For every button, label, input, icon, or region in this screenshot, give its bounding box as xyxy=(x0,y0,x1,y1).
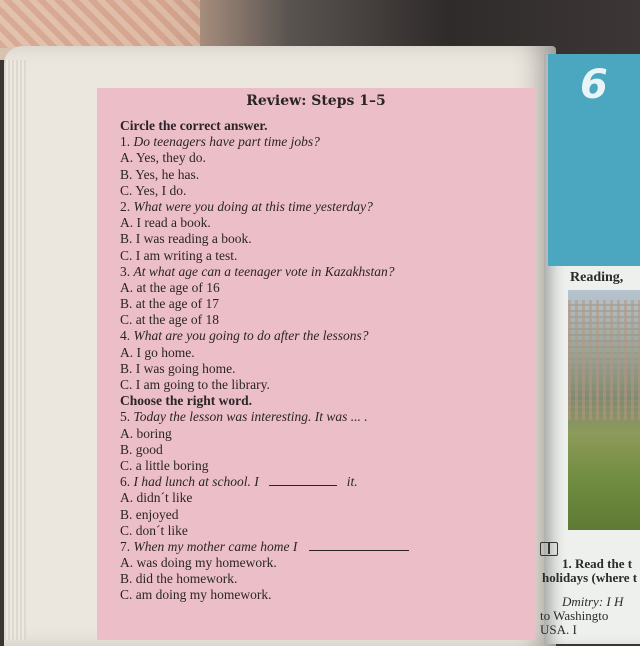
dialog-line-1: Dmitry: I H xyxy=(562,594,624,609)
question-number: 6. xyxy=(120,474,134,490)
question-text: When my mother came home I xyxy=(133,538,298,554)
question-text: What are you going to do after the lessons? xyxy=(133,328,369,344)
question-number: 7. xyxy=(120,538,134,554)
question-line xyxy=(120,199,520,215)
answer-option-line: C. am doing my homework. xyxy=(120,587,272,603)
question-text: At what age can a teenager vote in Kazakhstan? xyxy=(133,263,395,279)
reading-heading: Reading, xyxy=(570,270,624,285)
answer-option-line: B. good xyxy=(120,441,163,457)
question-number: 3. xyxy=(120,263,134,279)
task-line-1: 1. Read the t xyxy=(562,556,633,571)
answer-option-line: B. at the age of 17 xyxy=(120,296,219,312)
answer-option-line: C. a little boring xyxy=(120,457,209,473)
answer-option-line: C. I am writing a test. xyxy=(120,247,238,263)
review-content xyxy=(120,118,520,604)
review-title: Review: Steps 1–5 xyxy=(246,93,386,109)
task-line-2: holidays (where t xyxy=(542,570,638,585)
unit-number: 6 xyxy=(580,62,608,108)
question-text: Do teenagers have part time jobs? xyxy=(133,134,320,150)
answer-option-line: B. Yes, he has. xyxy=(120,166,200,182)
answer-option-line: C. at the age of 18 xyxy=(120,312,219,328)
question-text-end: it. xyxy=(346,474,358,490)
question-text: I had lunch at school. I xyxy=(133,474,259,490)
question-text: Today the lesson was interesting. It was ... . xyxy=(133,409,368,425)
question-number: 2. xyxy=(120,198,134,214)
question-line xyxy=(120,539,520,555)
city-photo-buildings xyxy=(568,300,640,420)
question-line xyxy=(120,134,520,150)
page-edge xyxy=(4,60,26,640)
answer-option-line: B. enjoyed xyxy=(120,506,179,522)
answer-option-line: B. I was going home. xyxy=(120,360,236,376)
answer-option-line: C. don´t like xyxy=(120,522,188,538)
answer-option-line: A. I read a book. xyxy=(120,215,211,231)
answer-option-line: A. was doing my homework. xyxy=(120,555,277,571)
answer-option-line: B. did the homework. xyxy=(120,571,238,587)
instruction-line: Choose the right word. xyxy=(120,393,252,409)
question-line xyxy=(120,264,520,280)
answer-option-line: C. Yes, I do. xyxy=(120,182,187,198)
book-icon xyxy=(540,542,558,556)
question-number: 4. xyxy=(120,328,134,344)
answer-blank[interactable] xyxy=(269,476,337,486)
question-line xyxy=(120,474,520,490)
answer-blank[interactable] xyxy=(309,541,409,551)
answer-option-line: A. boring xyxy=(120,425,172,441)
dialog-line-2: to Washingto xyxy=(540,608,609,623)
answer-option-line: A. at the age of 16 xyxy=(120,279,220,295)
answer-option-line: A. didn´t like xyxy=(120,490,193,506)
answer-option-line: B. I was reading a book. xyxy=(120,231,252,247)
question-number: 5. xyxy=(120,409,134,425)
answer-option-line: A. I go home. xyxy=(120,344,195,360)
answer-option-line: A. Yes, they do. xyxy=(120,150,206,166)
instruction-line: Circle the correct answer. xyxy=(120,118,268,133)
dialog-line-3: USA. I xyxy=(540,622,577,637)
question-line xyxy=(120,328,520,344)
question-text: What were you doing at this time yesterday? xyxy=(133,198,373,214)
answer-option-line: C. I am going to the library. xyxy=(120,377,270,392)
background-cloth xyxy=(0,0,200,48)
question-number: 1. xyxy=(120,134,134,150)
question-line xyxy=(120,409,520,425)
